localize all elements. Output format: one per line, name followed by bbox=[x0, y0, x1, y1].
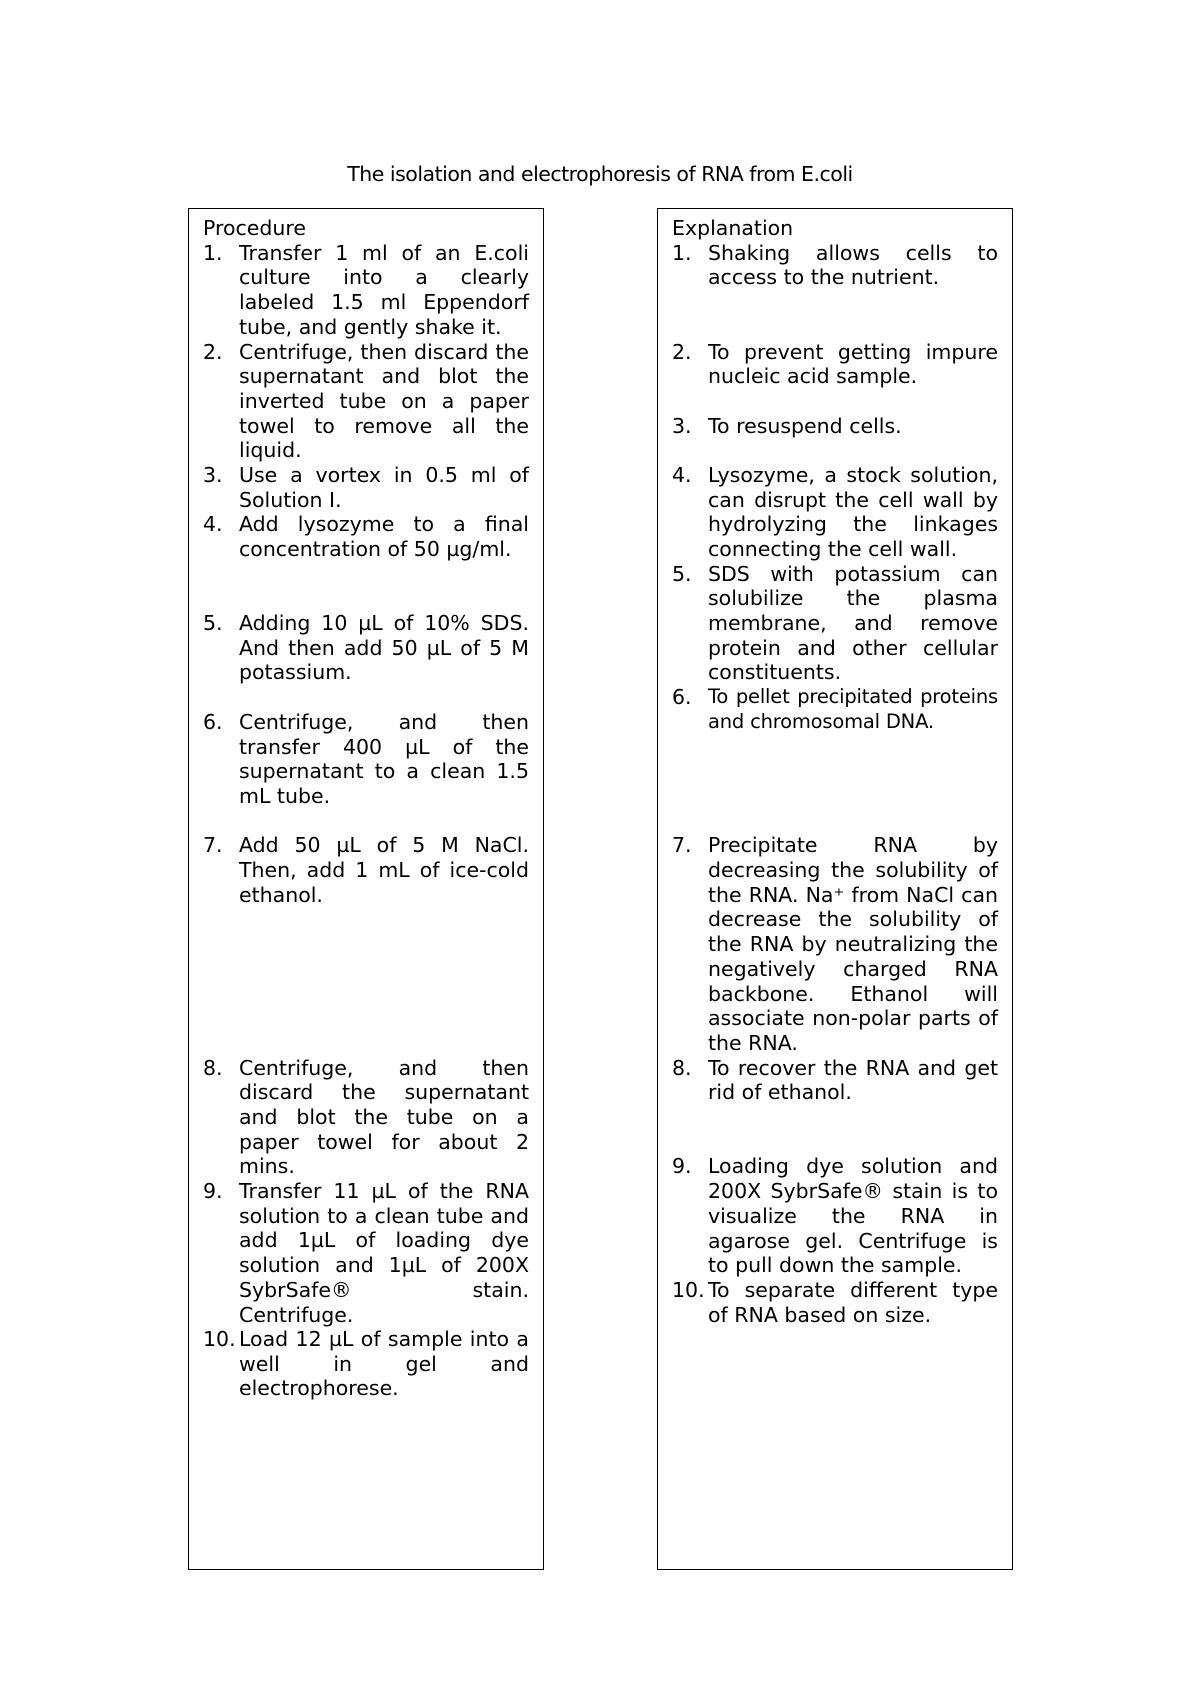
step-number: 9. bbox=[672, 1154, 692, 1179]
step-number: 5. bbox=[203, 611, 223, 635]
procedure-step bbox=[203, 833, 529, 907]
explanation-step bbox=[672, 685, 998, 734]
step-text: Precipitate RNA by decreasing the solubility of the RNA. Na⁺ from NaCl can decrease the solubility of the RNA by neutralizing the negatively charged RNA backbone. Ethanol will associate non-polar parts of the RNA. bbox=[708, 833, 998, 1055]
explanation-step bbox=[672, 241, 998, 290]
step-number: 10. bbox=[672, 1277, 705, 1302]
step-text: To resuspend cells. bbox=[708, 413, 902, 438]
procedure-step bbox=[203, 1179, 529, 1327]
explanation-step bbox=[672, 340, 998, 389]
explanation-step bbox=[672, 1056, 998, 1105]
procedure-step bbox=[203, 340, 529, 464]
step-text: To separate different type of RNA based on size. bbox=[708, 1277, 998, 1327]
procedure-step bbox=[203, 463, 529, 512]
step-text: To pellet precipitated proteins and chromosomal DNA. bbox=[708, 685, 998, 733]
step-text: Transfer 1 ml of an E.coli culture into a clearly labeled 1.5 ml Eppendorf tube, and gently shake it. bbox=[239, 240, 529, 339]
step-text: Add 50 µL of 5 M NaCl. Then, add 1 mL of ice-cold ethanol. bbox=[239, 833, 529, 907]
step-text: Loading dye solution and 200X SybrSafe® stain is to visualize the RNA in agarose gel. Centrifuge is to pull down the sample. bbox=[708, 1154, 998, 1278]
explanation-column bbox=[657, 208, 1013, 1570]
procedure-step bbox=[203, 512, 529, 561]
step-text: Add lysozyme to a final concentration of 50 µg/ml. bbox=[239, 512, 529, 562]
explanation-heading: Explanation bbox=[672, 216, 794, 240]
step-text: Transfer 11 µL of the RNA solution to a clean tube and add 1µL of loading dye solution and 1µL of 200X SybrSafe® stain. Centrifuge. bbox=[239, 1179, 529, 1327]
step-number: 2. bbox=[672, 339, 692, 364]
procedure-column bbox=[188, 208, 544, 1570]
explanation-step bbox=[672, 833, 998, 1055]
step-text: Adding 10 µL of 10% SDS. And then add 50 µL of 5 M potassium. bbox=[239, 611, 529, 685]
step-number: 2. bbox=[203, 339, 223, 364]
step-number: 8. bbox=[672, 1055, 692, 1080]
step-text: Centrifuge, and then transfer 400 µL of the supernatant to a clean 1.5 mL tube. bbox=[239, 709, 529, 808]
explanation-step bbox=[672, 414, 998, 439]
step-text: Use a vortex in 0.5 ml of Solution I. bbox=[239, 463, 529, 512]
step-number: 6. bbox=[672, 685, 692, 710]
step-number: 1. bbox=[203, 240, 223, 265]
step-number: 3. bbox=[672, 413, 692, 438]
step-number: 5. bbox=[672, 561, 692, 586]
step-text: Centrifuge, then discard the supernatant and blot the inverted tube on a paper towel to remove all the liquid. bbox=[239, 339, 529, 463]
step-text: Load 12 µL of sample into a well in gel and electrophorese. bbox=[239, 1327, 529, 1401]
procedure-step bbox=[203, 710, 529, 809]
step-text: Lysozyme, a stock solution, can disrupt the cell wall by hydrolyzing the linkages connecting the cell wall. bbox=[708, 463, 998, 562]
step-number: 7. bbox=[203, 833, 223, 858]
step-number: 3. bbox=[203, 463, 223, 487]
step-text: Centrifuge, and then discard the supernatant and blot the tube on a paper towel for about 2 mins. bbox=[239, 1055, 529, 1179]
procedure-step bbox=[203, 611, 529, 685]
step-number: 10. bbox=[203, 1327, 236, 1351]
explanation-step bbox=[672, 562, 998, 686]
procedure-step bbox=[203, 1327, 529, 1401]
explanation-step bbox=[672, 463, 998, 562]
step-number: 1. bbox=[672, 240, 692, 265]
document-title: The isolation and electrophoresis of RNA from E.coli bbox=[347, 162, 853, 186]
step-text: SDS with potassium can solubilize the plasma membrane, and remove protein and other cellular constituents. bbox=[708, 561, 998, 685]
step-number: 7. bbox=[672, 833, 692, 858]
step-number: 8. bbox=[203, 1055, 223, 1080]
explanation-step bbox=[672, 1278, 998, 1327]
step-number: 9. bbox=[203, 1179, 223, 1203]
procedure-step bbox=[203, 1056, 529, 1180]
step-text: Shaking allows cells to access to the nutrient. bbox=[708, 240, 998, 290]
procedure-step bbox=[203, 241, 529, 340]
step-text: To prevent getting impure nucleic acid sample. bbox=[708, 339, 998, 389]
procedure-heading: Procedure bbox=[203, 216, 307, 240]
step-text: To recover the RNA and get rid of ethanol. bbox=[708, 1055, 998, 1105]
step-number: 4. bbox=[672, 463, 692, 487]
explanation-step bbox=[672, 1154, 998, 1278]
step-number: 6. bbox=[203, 709, 223, 734]
step-number: 4. bbox=[203, 512, 223, 537]
